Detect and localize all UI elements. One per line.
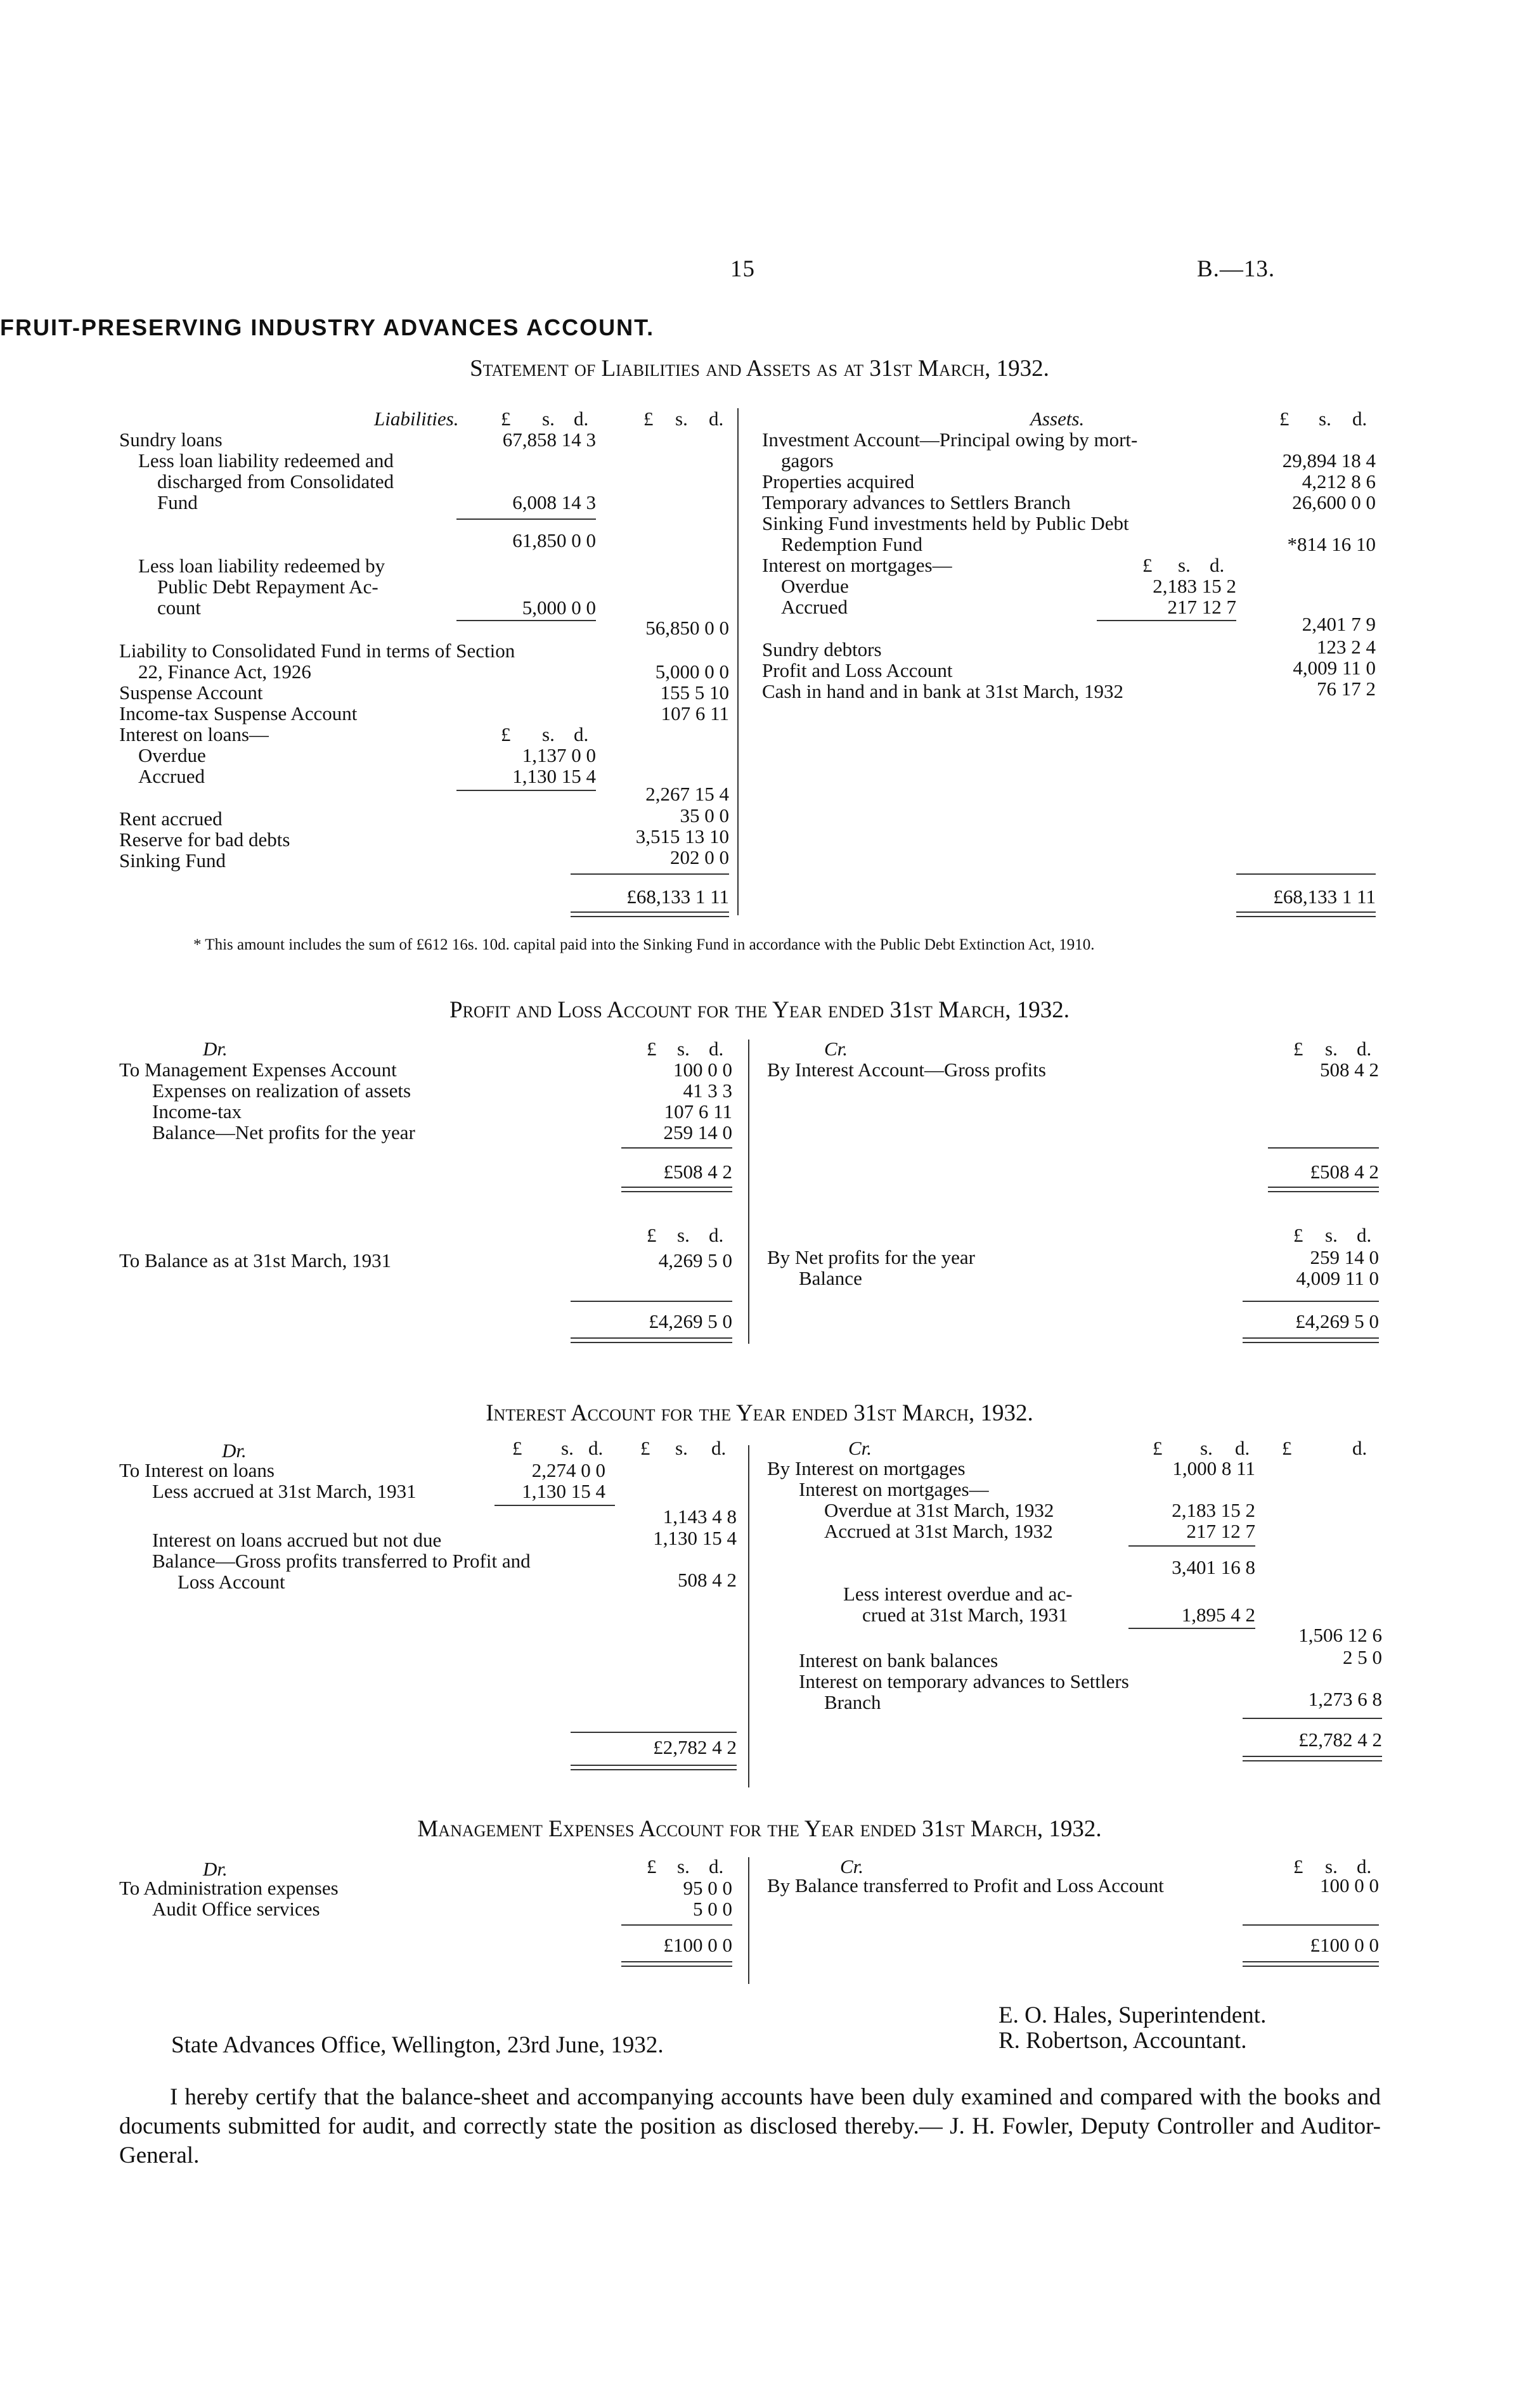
page-number: 15 xyxy=(730,256,755,282)
interest-account-heading: Interest Account for the Year ended 31st March, 1932. xyxy=(486,1400,1033,1426)
pound-label: £ xyxy=(1153,1437,1163,1459)
debit-entry: To Management Expenses Account xyxy=(119,1059,397,1081)
credit-value: 2 5 0 xyxy=(1343,1646,1382,1668)
credit-entry: Interest on temporary advances to Settlers xyxy=(799,1670,1129,1692)
liabilities-heading: Liabilities. xyxy=(374,408,459,430)
asset-value: 2,183 15 2 xyxy=(1153,575,1236,597)
credit-value: 508 4 2 xyxy=(1320,1059,1379,1081)
column-divider xyxy=(748,1040,749,1344)
debit-value: 4,269 5 0 xyxy=(658,1249,732,1272)
credit-entry: Less interest overdue and ac- xyxy=(843,1583,1073,1605)
pence-label: d. xyxy=(1357,1224,1372,1246)
debit-value: 100 0 0 xyxy=(673,1059,732,1081)
credit-total: £2,782 4 2 xyxy=(1298,1729,1382,1751)
credit-entry: Branch xyxy=(824,1691,881,1713)
double-rule xyxy=(1243,1961,1379,1967)
office-and-date: State Advances Office, Wellington, 23rd June, 1932. xyxy=(171,2032,664,2058)
liability-value: 35 0 0 xyxy=(680,804,729,827)
rule xyxy=(571,873,729,875)
liability-label: Liability to Consolidated Fund in terms of Section xyxy=(119,640,515,662)
rule xyxy=(1128,1545,1255,1547)
asset-label: Accrued xyxy=(781,596,848,618)
double-rule xyxy=(1243,1337,1379,1343)
debit-label: Dr. xyxy=(203,1858,228,1880)
debit-entry: Income-tax xyxy=(152,1100,242,1123)
shilling-label: s. xyxy=(675,1437,688,1459)
debit-entry: Balance—Net profits for the year xyxy=(152,1121,415,1143)
debit-entry: Balance—Gross profits transferred to Profit and xyxy=(152,1550,531,1572)
asset-value: 4,009 11 0 xyxy=(1293,657,1376,679)
asset-label: gagors xyxy=(781,449,834,472)
asset-label: Interest on mortgages— xyxy=(762,554,952,576)
superintendent-signature: E. O. Hales, Superintendent. xyxy=(999,2002,1267,2028)
shilling-label: s. xyxy=(1319,408,1331,430)
credit-label: Cr. xyxy=(848,1437,872,1459)
liability-value: 3,515 13 10 xyxy=(635,825,729,847)
shilling-label: s. xyxy=(1325,1038,1338,1060)
double-rule xyxy=(571,1765,737,1770)
asset-label: Profit and Loss Account xyxy=(762,659,953,681)
pence-label: d. xyxy=(574,723,589,745)
column-divider xyxy=(748,1857,749,1984)
shilling-label: s. xyxy=(542,723,555,745)
asset-value: *814 16 10 xyxy=(1287,533,1376,555)
pound-label: £ xyxy=(647,1855,657,1877)
liability-value: 67,858 14 3 xyxy=(502,428,596,451)
shilling-label: s. xyxy=(677,1038,690,1060)
pound-label: £ xyxy=(1293,1038,1303,1060)
profit-loss-heading: Profit and Loss Account for the Year ended 31st March, 1932. xyxy=(449,997,1070,1023)
credit-total: £4,269 5 0 xyxy=(1295,1310,1379,1332)
management-expenses-heading: Management Expenses Account for the Year ended 31st March, 1932. xyxy=(417,1816,1102,1842)
liability-label: Sundry loans xyxy=(119,428,223,451)
shilling-label: s. xyxy=(1325,1855,1338,1877)
liability-label: count xyxy=(157,596,201,619)
asset-value: 26,600 0 0 xyxy=(1292,491,1376,513)
pence-label: d. xyxy=(709,1224,724,1246)
debit-total: £100 0 0 xyxy=(663,1934,732,1956)
asset-label: Properties acquired xyxy=(762,470,915,493)
liability-value: 155 5 10 xyxy=(660,681,729,704)
credit-entry: Interest on mortgages— xyxy=(799,1478,989,1500)
credit-total: £508 4 2 xyxy=(1310,1161,1379,1183)
audit-certificate: I hereby certify that the balance-sheet and accompanying accounts have been duly examined and compared with the books and documents submitted for audit, and correctly state the position as disclosed thereby.— J. H. Fowler, Deputy Controller and Auditor-General. xyxy=(119,2084,1381,2168)
shilling-label: s. xyxy=(677,1224,690,1246)
credit-value: 1,000 8 11 xyxy=(1172,1457,1255,1479)
debit-value: 107 6 11 xyxy=(664,1100,732,1123)
debit-value: 41 3 3 xyxy=(683,1079,732,1102)
rule xyxy=(621,1924,732,1926)
credit-value: 1,273 6 8 xyxy=(1308,1688,1382,1710)
debit-value: 2,274 0 0 xyxy=(531,1459,605,1481)
liability-label: Income-tax Suspense Account xyxy=(119,702,358,724)
double-rule xyxy=(571,911,729,917)
credit-label: Cr. xyxy=(840,1855,864,1877)
pence-label: d. xyxy=(1352,408,1367,430)
credit-value: 217 12 7 xyxy=(1186,1520,1255,1542)
rule xyxy=(1243,1301,1379,1302)
page-title: FRUIT-PRESERVING INDUSTRY ADVANCES ACCOUNT. xyxy=(0,314,655,340)
pence-label: d. xyxy=(588,1437,604,1459)
pence-label: d. xyxy=(709,408,724,430)
credit-value: 3,401 16 8 xyxy=(1172,1556,1255,1578)
asset-label: Temporary advances to Settlers Branch xyxy=(762,491,1071,513)
debit-entry: Interest on loans accrued but not due xyxy=(152,1529,442,1551)
pence-label: d. xyxy=(711,1437,727,1459)
liability-value: 6,008 14 3 xyxy=(512,491,596,513)
liability-value: 202 0 0 xyxy=(670,846,729,868)
liability-value: 5,000 0 0 xyxy=(655,660,729,683)
assets-heading: Assets. xyxy=(1030,408,1085,430)
liability-label: discharged from Consolidated xyxy=(157,470,394,493)
footnote: * This amount includes the sum of £612 16s. 10d. capital paid into the Sinking Fund in accordance with the Public Debt Extinction Act, 1910. xyxy=(193,936,1095,953)
debit-entry: Audit Office services xyxy=(152,1898,320,1920)
debit-entry: To Balance as at 31st March, 1931 xyxy=(119,1249,392,1272)
debit-value: 1,130 15 4 xyxy=(653,1527,737,1549)
double-rule xyxy=(1268,1187,1379,1192)
rule xyxy=(1243,1924,1379,1926)
debit-total: £508 4 2 xyxy=(663,1161,732,1183)
rule xyxy=(1236,873,1376,875)
debit-value: 259 14 0 xyxy=(663,1121,732,1143)
liability-label: Interest on loans— xyxy=(119,723,269,745)
credit-entry: By Net profits for the year xyxy=(767,1246,975,1268)
column-divider xyxy=(737,408,739,915)
asset-label: Sundry debtors xyxy=(762,638,882,660)
asset-value: 123 2 4 xyxy=(1317,636,1376,658)
double-rule xyxy=(1236,911,1376,917)
debit-label: Dr. xyxy=(222,1439,247,1462)
pence-label: d. xyxy=(1357,1038,1372,1060)
liability-label: Less loan liability redeemed and xyxy=(138,449,394,472)
liability-label: Reserve for bad debts xyxy=(119,828,290,851)
pound-label: £ xyxy=(512,1437,522,1459)
credit-value: 2,183 15 2 xyxy=(1172,1499,1255,1521)
asset-label: Investment Account—Principal owing by mort- xyxy=(762,428,1138,451)
asset-value: 29,894 18 4 xyxy=(1282,449,1376,472)
liability-label: Accrued xyxy=(138,765,205,787)
pound-label: £ xyxy=(1279,408,1290,430)
credit-entry: By Balance transferred to Profit and Loss Account xyxy=(767,1874,1164,1896)
shilling-label: s. xyxy=(1200,1437,1213,1459)
liability-label: Suspense Account xyxy=(119,681,263,704)
credit-value: 1,506 12 6 xyxy=(1298,1624,1382,1646)
credit-total: £100 0 0 xyxy=(1310,1934,1379,1956)
shilling-label: s. xyxy=(561,1437,574,1459)
rule xyxy=(1243,1718,1382,1719)
double-rule xyxy=(1243,1756,1382,1761)
credit-entry: Interest on bank balances xyxy=(799,1649,999,1671)
credit-value: 4,009 11 0 xyxy=(1296,1267,1379,1289)
debit-value: 95 0 0 xyxy=(683,1877,732,1899)
liability-value: 107 6 11 xyxy=(661,702,729,724)
rule xyxy=(1268,1147,1379,1149)
pound-label: £ xyxy=(1293,1224,1303,1246)
debit-value: 5 0 0 xyxy=(693,1898,732,1920)
pence-label: d. xyxy=(709,1855,724,1877)
liability-value: 61,850 0 0 xyxy=(512,529,596,551)
credit-value: 259 14 0 xyxy=(1310,1246,1379,1268)
credit-entry: Overdue at 31st March, 1932 xyxy=(824,1499,1054,1521)
double-rule xyxy=(621,1187,732,1192)
liability-label: 22, Finance Act, 1926 xyxy=(138,660,311,683)
shilling-label: s. xyxy=(542,408,555,430)
pound-label: £ xyxy=(643,408,654,430)
rule xyxy=(571,1732,737,1733)
column-divider xyxy=(748,1445,749,1787)
liabilities-total: £68,133 1 11 xyxy=(626,885,729,908)
pound-label: £ xyxy=(640,1437,650,1459)
shilling-label: s. xyxy=(677,1855,690,1877)
credit-entry: By Interest Account—Gross profits xyxy=(767,1059,1046,1081)
double-rule xyxy=(621,1961,732,1967)
pound-label: £ xyxy=(647,1038,657,1060)
double-rule xyxy=(571,1337,732,1343)
debit-entry: To Administration expenses xyxy=(119,1877,339,1899)
pound-label: £ xyxy=(501,408,511,430)
debit-entry: Loss Account xyxy=(178,1571,285,1593)
asset-value: 76 17 2 xyxy=(1317,678,1376,700)
pound-label: £ xyxy=(1293,1855,1303,1877)
pence-label: d. xyxy=(709,1038,724,1060)
pence-label: d. xyxy=(1352,1437,1367,1459)
credit-entry: Accrued at 31st March, 1932 xyxy=(824,1520,1053,1542)
debit-value: 1,130 15 4 xyxy=(522,1480,605,1502)
shilling-label: s. xyxy=(1178,554,1191,576)
pence-label: d. xyxy=(1357,1855,1372,1877)
asset-label: Cash in hand and in bank at 31st March, 1932 xyxy=(762,680,1123,702)
pence-label: d. xyxy=(574,408,589,430)
rule xyxy=(456,518,596,520)
liability-label: Public Debt Repayment Ac- xyxy=(157,576,378,598)
asset-value: 4,212 8 6 xyxy=(1302,470,1376,493)
rule xyxy=(621,1147,732,1149)
debit-entry: To Interest on loans xyxy=(119,1459,275,1481)
balance-sheet-heading: Statement of Liabilities and Assets as at 31st March, 1932. xyxy=(470,356,1049,382)
debit-value: 508 4 2 xyxy=(678,1569,737,1591)
liability-value: 5,000 0 0 xyxy=(522,596,596,619)
asset-value: 217 12 7 xyxy=(1167,596,1236,618)
credit-value: 1,895 4 2 xyxy=(1181,1604,1255,1626)
debit-total: £4,269 5 0 xyxy=(649,1310,732,1332)
rule xyxy=(571,1301,732,1302)
liability-label: Fund xyxy=(157,491,198,513)
liability-label: Less loan liability redeemed by xyxy=(138,555,385,577)
liability-value: 1,130 15 4 xyxy=(512,765,596,787)
asset-value: 2,401 7 9 xyxy=(1302,613,1376,635)
debit-total: £2,782 4 2 xyxy=(653,1736,737,1758)
debit-entry: Less accrued at 31st March, 1931 xyxy=(152,1480,417,1502)
liability-label: Overdue xyxy=(138,744,206,766)
credit-entry: By Interest on mortgages xyxy=(767,1457,966,1479)
shilling-label: s. xyxy=(1325,1224,1338,1246)
liability-label: Rent accrued xyxy=(119,808,223,830)
asset-label: Overdue xyxy=(781,575,849,597)
credit-value: 100 0 0 xyxy=(1320,1874,1379,1896)
liability-value: 56,850 0 0 xyxy=(645,617,729,639)
liability-value: 1,137 0 0 xyxy=(522,744,596,766)
pound-label: £ xyxy=(501,723,511,745)
credit-entry: crued at 31st March, 1931 xyxy=(862,1604,1068,1626)
shilling-label: s. xyxy=(675,408,688,430)
liability-value: 2,267 15 4 xyxy=(645,783,729,805)
pound-label: £ xyxy=(1282,1437,1292,1459)
pence-label: d. xyxy=(1235,1437,1250,1459)
credit-entry: Balance xyxy=(799,1267,862,1289)
assets-total: £68,133 1 11 xyxy=(1273,885,1376,908)
asset-label: Redemption Fund xyxy=(781,533,923,555)
debit-entry: Expenses on realization of assets xyxy=(152,1079,411,1102)
asset-label: Sinking Fund investments held by Public Debt xyxy=(762,512,1129,534)
pence-label: d. xyxy=(1210,554,1225,576)
credit-label: Cr. xyxy=(824,1038,848,1060)
liability-label: Sinking Fund xyxy=(119,849,226,872)
rule xyxy=(1097,620,1236,621)
pound-label: £ xyxy=(1142,554,1153,576)
debit-value: 1,143 4 8 xyxy=(663,1505,737,1528)
debit-label: Dr. xyxy=(203,1038,228,1060)
accountant-signature: R. Robertson, Accountant. xyxy=(999,2028,1247,2054)
pound-label: £ xyxy=(647,1224,657,1246)
document-reference: B.—13. xyxy=(1197,256,1276,282)
